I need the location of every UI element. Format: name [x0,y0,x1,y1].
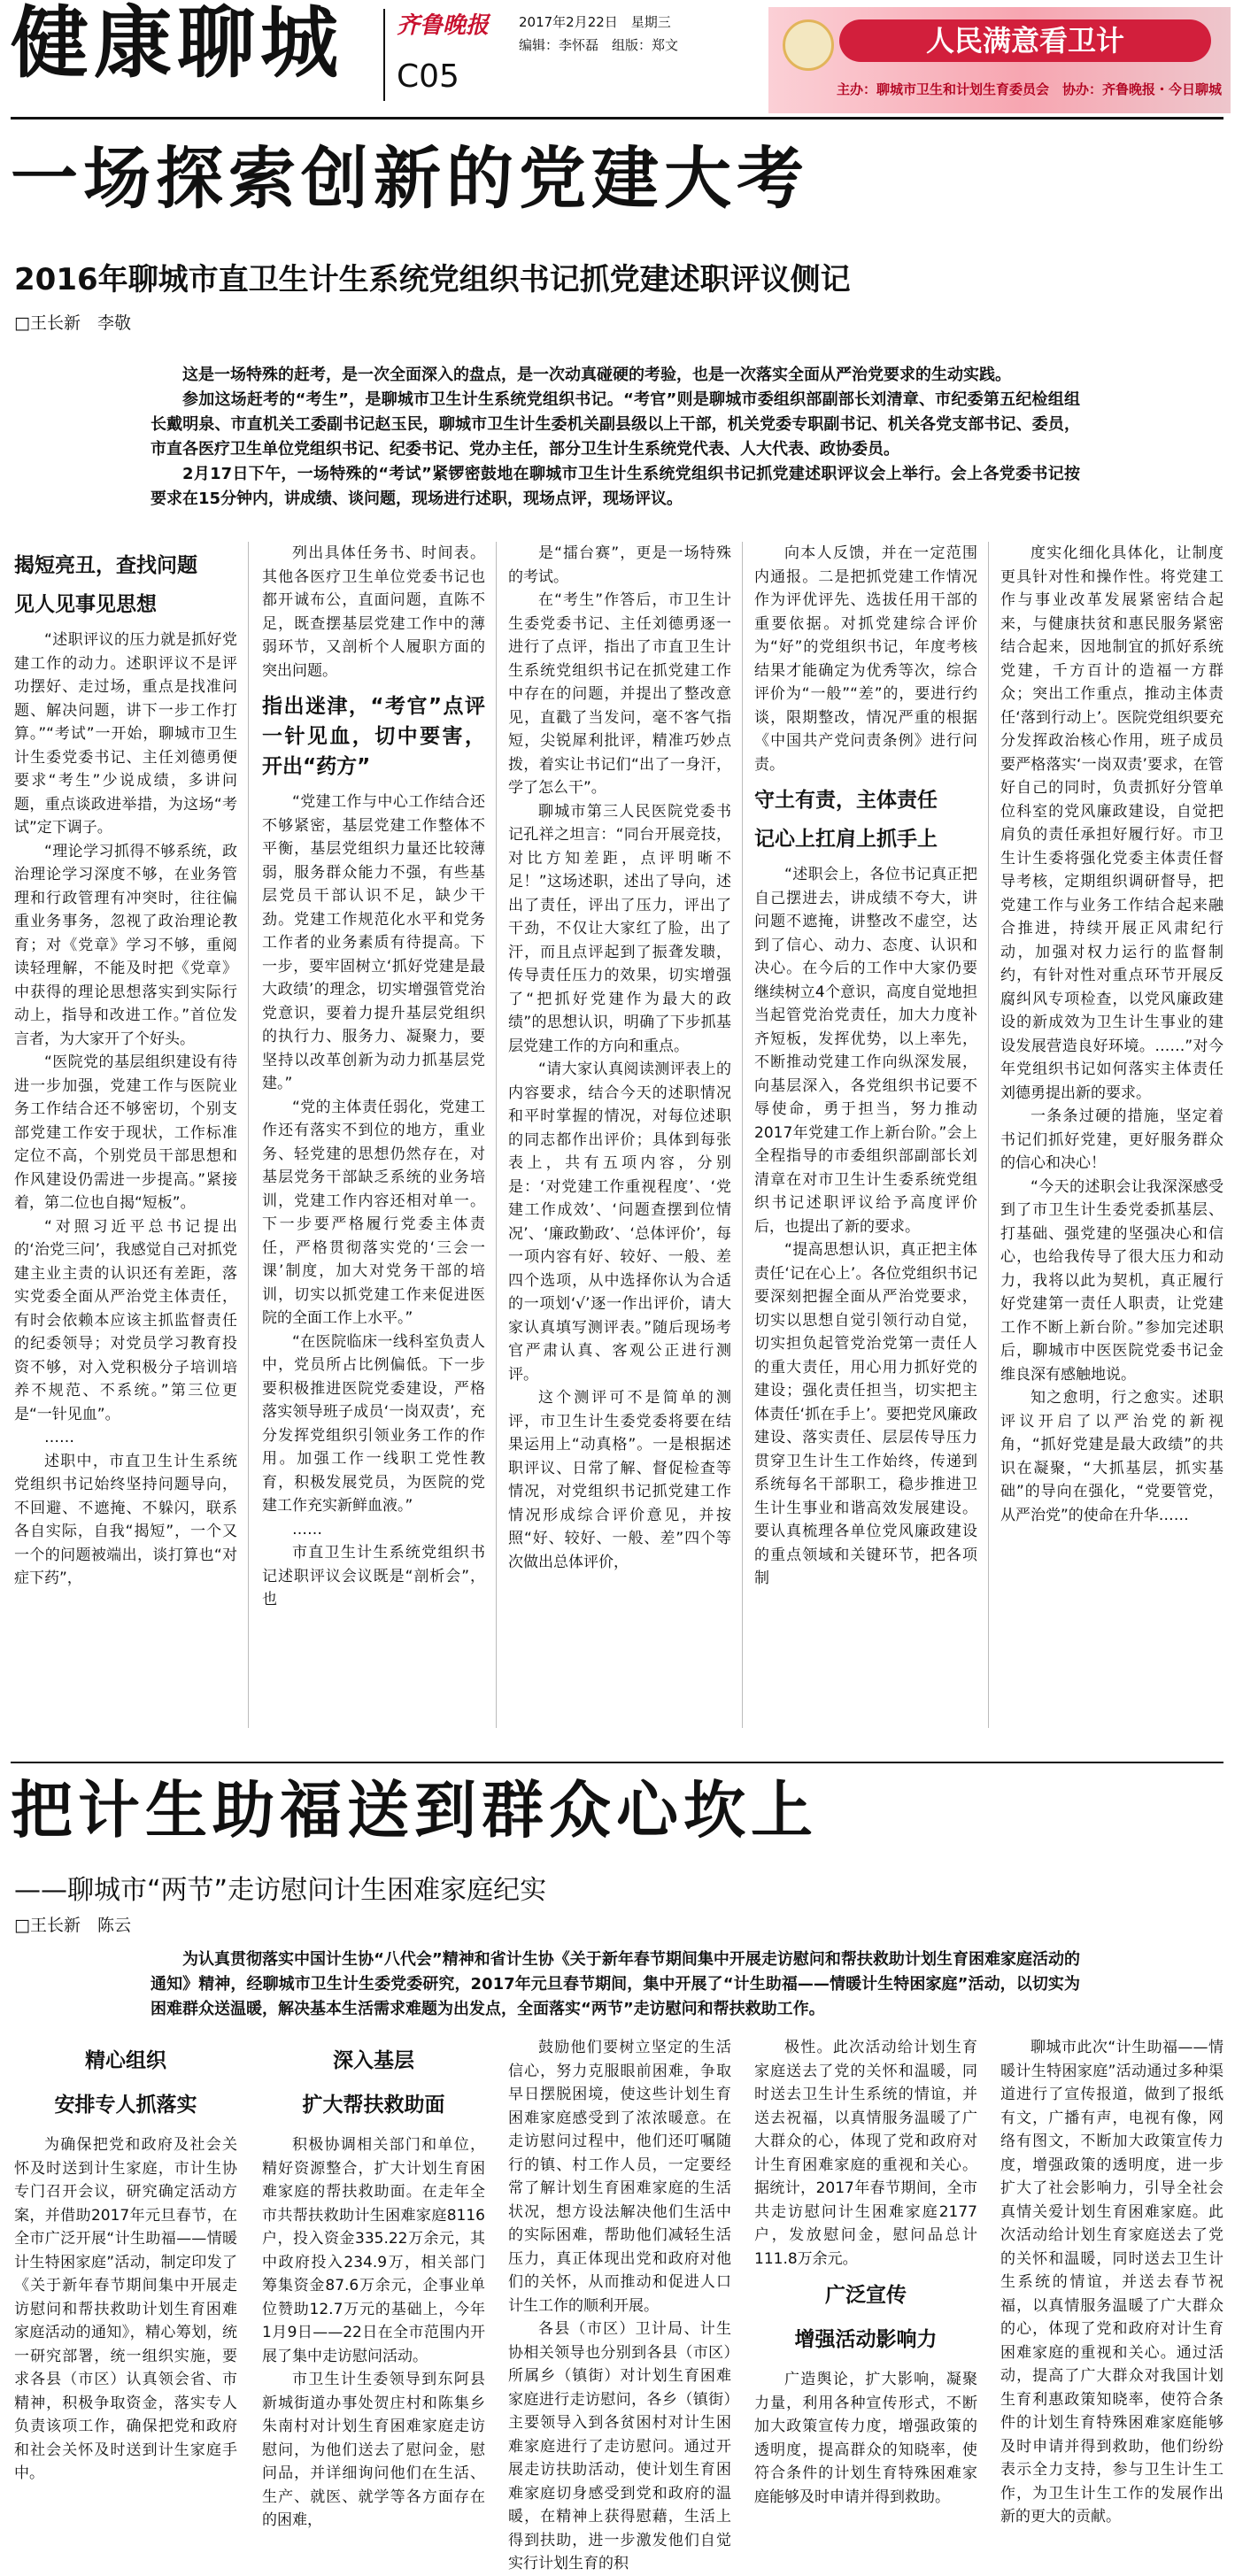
article1-column-5 [1000,542,1223,1728]
paragraph: 鼓励他们要树立坚定的生活信心，努力克服眼前困难，争取早日摆脱困境，使这些计划生育困难家庭感受到了浓浓暖意。在走访慰问过程中，他们还叮嘱随行的镇、村工作人员，一定要经常了解计划生育困难家庭的生活状况，想方设法解决他们生活中的实际困难，帮助他们减轻生活压力，真正体现出党和政府对他们的关怀，从而推动和促进人口计生工作的顺利开展。 [508,2039,731,2315]
article2-column-5 [1000,2036,1223,2526]
paragraph: “对照习近平总书记提出的‘治党三问’，我感觉自己对抓党建主业主责的认识还有差距，落实党委全面从严治党主体责任，有时会依赖本应该主抓监督责任的纪委领导；对党员学习教育投资不够，对入党积极分子培训培养不规范、不系统。”第三位更是“一针见血”。 [14,1217,237,1423]
paragraph: 市直卫生计生系统党组织书记述职评议会议既是“剖析会”，也 [262,1544,485,1608]
paragraph: 为确保把党和政府及社会关怀及时送到计生家庭，市计生协专门召开会议，研究确定活动方案，并借助2017年元旦春节，在全市广泛开展“计生助福——情暖计生特困家庭”活动，制定印发了《关于新年春节期间集中开展走访慰问和帮扶救助计划生育困难家庭活动的通知》，精心筹划，统一研究部署，统一组织实施，要求各县（市区）认真领会省、市精神，积极争取资金，落实专人负责该项工作，确保把党和政府和社会关怀及时送到计生家庭手中。 [14,2136,237,2482]
paragraph: “今天的述职会让我深深感受到了市卫生计生委党委抓基层、打基础、强党建的坚强决心和信心，也给我传导了很大压力和动力，我将以此为契机，真正履行好党建第一责任人职责，让党建工作不断上新台阶。”参加完述职后，聊城市中医医院党委书记金维良深有感触地说。 [1000,1177,1223,1384]
section-title: 健康聊城 [11,0,344,89]
column-divider [496,542,497,1728]
paragraph: “党建工作与中心工作结合还不够紧密，基层党建工作整体不平衡，基层党组织力量还比较薄弱，服务群众能力不强，有些基层党员干部认识不足，缺少干劲。党建工作规范化水平和党务工作者的业务素质有待提高。下一步，要牢固树立‘抓好党建是最大政绩’的理念，切实增强管党治党意识，要着力提升基层党组织的执行力、服务力、凝聚力，要坚持以改革创新为动力抓基层党建。” [262,793,485,1092]
banner-title: 人民满意看卫计 [839,19,1211,62]
paragraph: “述职评议的压力就是抓好党建工作的动力。述职评议不是评功摆好、走过场，重点是找准问题、解决问题，讲下一步工作打算。”“考试”一开始，聊城市卫生计生委党委书记、主任刘德勇便要求“考生”少说成绩，多讲问题，重点谈政进举措，为这场“考试”定下调子。 [14,631,237,837]
column-divider [742,542,743,1728]
ellipsis: …… [44,1429,74,1446]
paragraph: 一条条过硬的措施，坚定着书记们抓好党建，更好服务群众的信心和决心！ [1000,1107,1223,1172]
section-subhead: 扩大帮扶救助面 [302,2094,445,2117]
paragraph: 市卫生计生委领导到东阿县新城街道办事处贺庄村和陈集乡朱南村对计划生育困难家庭走访慰问，为他们送去了慰问金，慰问品，并详细询问他们在生活、生产、就医、就学等各方面存在的困难， [262,2371,485,2529]
section-subhead: 守土有责，主体责任 [754,789,938,812]
page-number: C05 [397,58,459,95]
article1-column-1 [14,542,237,1728]
editors-line: 编辑：李怀磊 组版：郑文 [519,37,679,53]
paragraph: 度实化细化具体化，让制度更具针对性和操作性。将党建工作与事业改革发展紧密结合起来，与健康扶贫和惠民服务紧密结合起来，因地制宜的抓好系统党建，千方百计的造福一方群众；突出工作重点，推动主体责任‘落到行动上’。医院党组织要充分发挥政治核心作用，班子成员要严格落实‘一岗双责’要求，在管好自己的同时，负责抓好分管单位科室的党风廉政建设，自觉把肩负的责任承担好履行好。市卫生计生委将强化党委主体责任督导考核，定期组织调研督导，把党建工作与业务工作结合起来融合推进，持续开展正风肃纪行动，加强对权力运行的监督制约，有针对性对重点环节开展反腐纠风专项检查，以党风廉政建设的新成效为卫生计生事业的建设发展营造良好环境。……”对今年党组织书记如何落实主体责任刘德勇提出新的要求。 [1000,544,1223,1102]
paragraph: 是“擂台赛”，更是一场特殊的考试。 [508,544,731,586]
article2-column-2 [262,2036,485,2529]
paragraph: 广造舆论，扩大影响，凝聚力量，利用各种宣传形式，不断加大政策宣传力度，增强政策的透明度，提高群众的知晓率，使符合条件的计划生育特殊困难家庭能够及时申请并得到救助。 [754,2371,977,2506]
paragraph: 知之愈明，行之愈实。述职评议开启了以严治党的新视角，“抓好党建是最大政绩”的共识在凝聚，“大抓基层，抓实基础”的导向在强化，“党要管党，从严治党”的使命在升华…… [1000,1389,1223,1524]
article1-subtitle: 2016年聊城市直卫生计生系统党组织书记抓党建述职评议侧记 [14,262,851,297]
section-subhead: 增强活动影响力 [794,2328,938,2351]
paragraph: 聊城市第三人民医院党委书记孔祥之坦言：“同台开展竞技，对比方知差距，点评明晰不足！”这场述职，述出了导向，述出了责任，评出了压力，评出了干劲，不仅让大家红了脸，出了汗，而且点评起到了振聋发聩，传导责任压力的效果，切实增强了“把抓好党建作为最大的政绩”的思想认识，明确了下步抓基层党建工作的方向和重点。 [508,802,731,1055]
paragraph: 积极协调相关部门和单位，精好资源整合，扩大计划生育困难家庭的帮扶救助面。在走年全市共帮扶救助计生困难家庭8116户，投入资金335.22万余元，其中政府投入234.9万，相关部门筹集资金87.6万余元，企事业单位赞助12.7万元的基础上，今年1月9日——22日在全市范围内开展了集中走访慰问活动。 [262,2136,485,2365]
newspaper-logo: 齐鲁晚报 [397,12,490,39]
article2-subtitle: ——聊城市“两节”走访慰问计生困难家庭纪实 [14,1875,547,1906]
column-divider [248,542,249,1728]
paragraph: “提高思想认识，真正把主体责任‘记在心上’。各位党组织书记要深刻把握全面从严治党要求，切实以思想自觉引领行动自觉，切实担负起管党治党第一责任人的重大责任，用心用力抓好党的建设；强化责任担当，切实把主体责任‘抓在手上’。要把党风廉政建设、落实责任、层层传导压力贯穿卫生计生工作始终，传递到系统每名干部职工，稳步推进卫生计生事业和谐高效发展建设。要认真梳理各单位党风廉政建设的重点领域和关键环节，把各项制 [754,1241,977,1587]
section-subhead: 揭短亮丑，查找问题 [14,554,197,577]
paragraph: “请大家认真阅读测评表上的内容要求，结合今天的述职情况和平时掌握的情况，对每位述职的同志都作出评价；具体到每张表上，共有五项内容，分别是：‘对党建工作重视程度’、‘党建工作成效’、‘问题查摆到位情况’、‘廉政勤政’、‘总体评价’，每一项内容有好、较好、一般、差四个选项，从中选择你认为合适的一项划‘√’逐一作出评价，请大家认真填写测评表。”随后现场考官严肃认真、客观公正进行测评。 [508,1060,731,1384]
column-divider [988,542,989,1728]
article2-column-3 [508,2036,731,2572]
section-subhead: 记心上扛肩上抓手上 [754,828,938,851]
lead-paragraph: 2月17日下午，一场特殊的“考试”紧锣密鼓地在聊城市卫生计生系统党组织书记抓党建述职评议会上举行。会上各党委书记按要求在15分钟内，讲成绩、谈问题，现场进行述职，现场点评，现场评议。 [151,465,1080,508]
paragraph: 在“考生”作答后，市卫生计生委党委书记、主任刘德勇逐一进行了点评，指出了市直卫生计生系统党组织书记在抓党建工作中存在的问题，并提出了整改意见，直戳了当发问，毫不客气指短，尖锐犀利批评，精准巧妙点拨，着实让书记们“出了一身汗，学了怎么干”。 [508,591,731,797]
paragraph: 聊城市此次“计生助福——情暖计生特困家庭”活动通过多种渠道进行了宣传报道，做到了报纸有文，广播有声，电视有像，网络有图文，不断加大政策宣传力度，增强政策的透明度，进一步扩大了社会影响力，引导全社会真情关爱计划生育困难家庭。此次活动给计划生育家庭送去了党的关怀和温暖，同时送去卫生计生系统的情谊，并送去春节祝福，以真情服务温暖了广大群众的心，体现了党和政府对计生育困难家庭的重视和关心。通过活动，提高了广大群众对我国计划生育利惠政策知晓率，使符合条件的计划生育特殊困难家庭能够及时申请并得到救助，他们纷纷表示全力支持，参与卫生计生工作，为卫生计生工作的发展作出新的更大的贡献。 [1000,2039,1223,2526]
paragraph: 这个测评可不是简单的测评，市卫生计生委党委将要在结果运用上“动真格”。一是根据述职评议、日常了解、督促检查等情况，对党组织书记抓党建工作情况形成综合评价意见，并按照“好、较好、一般、差”四个等次做出总体评价， [508,1389,731,1571]
article2-column-1 [14,2036,237,2482]
paragraph: 极性。此次活动给计划生育家庭送去了党的关怀和温暖，同时送去卫生计生系统的情谊，并送去祝福，以真情服务温暖了广大群众的心，体现了党和政府对计生育困难家庭的重视和关心。据统计，2017年春节期间，全市共走访慰问计生困难家庭2177户，发放慰问金，慰问品总计111.8万余元。 [754,2039,977,2268]
paragraph: 列出具体任务书、时间表。其他各医疗卫生单位党委书记也都开诚布公，直面问题，直陈不足，既查摆基层党建工作中的薄弱环节，又剖析个人履职方面的突出问题。 [262,544,485,680]
paragraph: 各县（市区）卫计局、计生协相关领导也分别到各县（市区）所属乡（镇街）对计划生育困难家庭进行走访慰问，各乡（镇街）主要领导入到各贫困村对计生困难家庭进行了走访慰问。通过开展走访扶助活动，使计划生育困难家庭切身感受到党和政府的温暖，在精神上获得慰藉，生活上得到扶助，进一步激发他们自觉实行计划生育的积 [508,2320,731,2572]
paragraph: “在医院临床一线科室负责人中，党员所占比例偏低。下一步要积极推进医院党委建设，严格落实领导班子成员‘一岗双责’，充分发挥党组织引领业务工作的作用。加强工作一线职工党性教育，积极发展党员，为医院的党建工作充实新鲜血液。” [262,1332,485,1515]
campaign-banner [768,7,1231,113]
section-subhead: 精心组织 [85,2049,166,2072]
section-subhead: 广泛宣传 [825,2284,907,2307]
paragraph: 向本人反馈，并在一定范围内通报。二是把抓党建工作情况作为评优评先、选拔任用干部的重要依据。对抓党建综合评价为“好”的党组织书记，年度考核结果才能确定为优秀等次，综合评价为“一般”“差”的，要进行约谈，限期整改，情况严重的根据《中国共产党问责条例》进行问责。 [754,544,977,774]
article1-column-4 [754,542,977,1728]
section-rule [11,1762,1223,1763]
banner-emblem-icon [783,19,834,71]
lead-paragraph: 这是一场特殊的赶考，是一次全面深入的盘点，是一次动真碰硬的考验，也是一次落实全面从严治党要求的生动实践。 [182,366,1011,384]
article2-column-4 [754,2036,977,2506]
paragraph: 述职中，市直卫生计生系统党组织书记始终坚持问题导向，不回避、不遮掩、不躲闪，联系各自实际，自我“揭短”，一个又一个的问题被端出，谈打算也“对症下药”， [14,1452,237,1587]
article2-byline: □王长新 陈云 [14,1916,131,1935]
article1-column-2 [262,542,485,1728]
lead-paragraph: 参加这场赶考的“考生”，是聊城市卫生计生系统党组织书记。“考官”则是聊城市委组织部副部长刘清章、市纪委第五纪检组组长戴明泉、市直机关工委副书记赵玉民，聊城市卫生计生委机关副县级以上干部，机关党委专职副书记、机关各党支部书记、委员，市直各医疗卫生单位党组织书记、纪委书记、党办主任，部分卫生计生系统党代表、人大代表、政协委员。 [151,390,1080,459]
masthead-divider [383,9,385,101]
section-subhead: 指出迷津，“考官”点评一针见血，切中要害，开出“药方” [262,695,485,778]
ellipsis: …… [292,1520,322,1539]
section-subhead: 见人见事见思想 [14,593,157,616]
section-subhead: 深入基层 [333,2049,414,2072]
article1-column-3 [508,542,731,1728]
paragraph: “理论学习抓得不够系统，政治理论学习深度不够，在业务管理和行政管理有冲突时，往往偏重业务事务，忽视了政治理论教育；对《党章》学习不够，重阅读轻理解，不能及时把《党章》中获得的理论思想落实到实际行动上，指导和改进工作。”首位发言者，为大家开了个好头。 [14,842,237,1048]
article1-lead [151,363,1080,512]
article2-headline: 把计生助福送到群众心坎上 [11,1773,818,1847]
article2-lead: 为认真贯彻落实中国计生协“八代会”精神和省计生协《关于新年春节期间集中开展走访慰问和帮扶救助计划生育困难家庭活动的通知》精神，经聊城市卫生计生委党委研究，2017年元旦春节期间，集中开展了“计生助福——情暖计生特困家庭”活动，以切实为困难群众送温暖，解决基本生活需求难题为出发点，全面落实“两节”走访慰问和帮扶救助工作。 [151,1950,1080,2018]
issue-date: 2017年2月22日 星期三 [519,14,671,30]
section-subhead: 安排专人抓落实 [54,2094,197,2117]
paragraph: “述职会上，各位书记真正把自己摆进去，讲成绩不夸大，讲问题不遮掩，讲整改不虚空，达到了信心、动力、态度、认识和决心。在今后的工作中大家仍要继续树立4个意识，高度自觉地担当起管党治党责任，加大力度补齐短板，发挥优势，以上率先，不断推动党建工作向纵深发展，向基层深入，各党组织书记要不辱使命，勇于担当，努力推动2017年党建工作上新台阶。”会上全程指导的市委组织部副部长刘清章在对市卫生计生委系统党组织书记述职评议给予高度评价后，也提出了新的要求。 [754,866,977,1236]
paragraph: “医院党的基层组织建设有待进一步加强，党建工作与医院业务工作结合还不够密切，个别支部党建工作安于现状，工作标准定位不高，个别党员干部思想和作风建设仍需进一步提高。”紧接着，第二位也自揭“短板”。 [14,1053,237,1212]
banner-sponsors: 主办：聊城市卫生和计划生育委员会 协办：齐鲁晚报・今日聊城 [836,81,1222,97]
masthead-rule [11,117,1223,120]
paragraph: “党的主体责任弱化，党建工作还有落实不到位的地方，重业务、轻党建的思想仍然存在，对基层党务干部缺乏系统的业务培训，党建工作内容还相对单一。下一步要严格履行党委主体责任，严格贯彻落实党的‘三会一课’制度，加大对党务干部的培训，切实以抓党建工作来促进医院的全面工作上水平。” [262,1098,485,1327]
article1-headline: 一场探索创新的党建大考 [11,139,809,218]
article1-byline: □王长新 李敬 [14,313,131,333]
